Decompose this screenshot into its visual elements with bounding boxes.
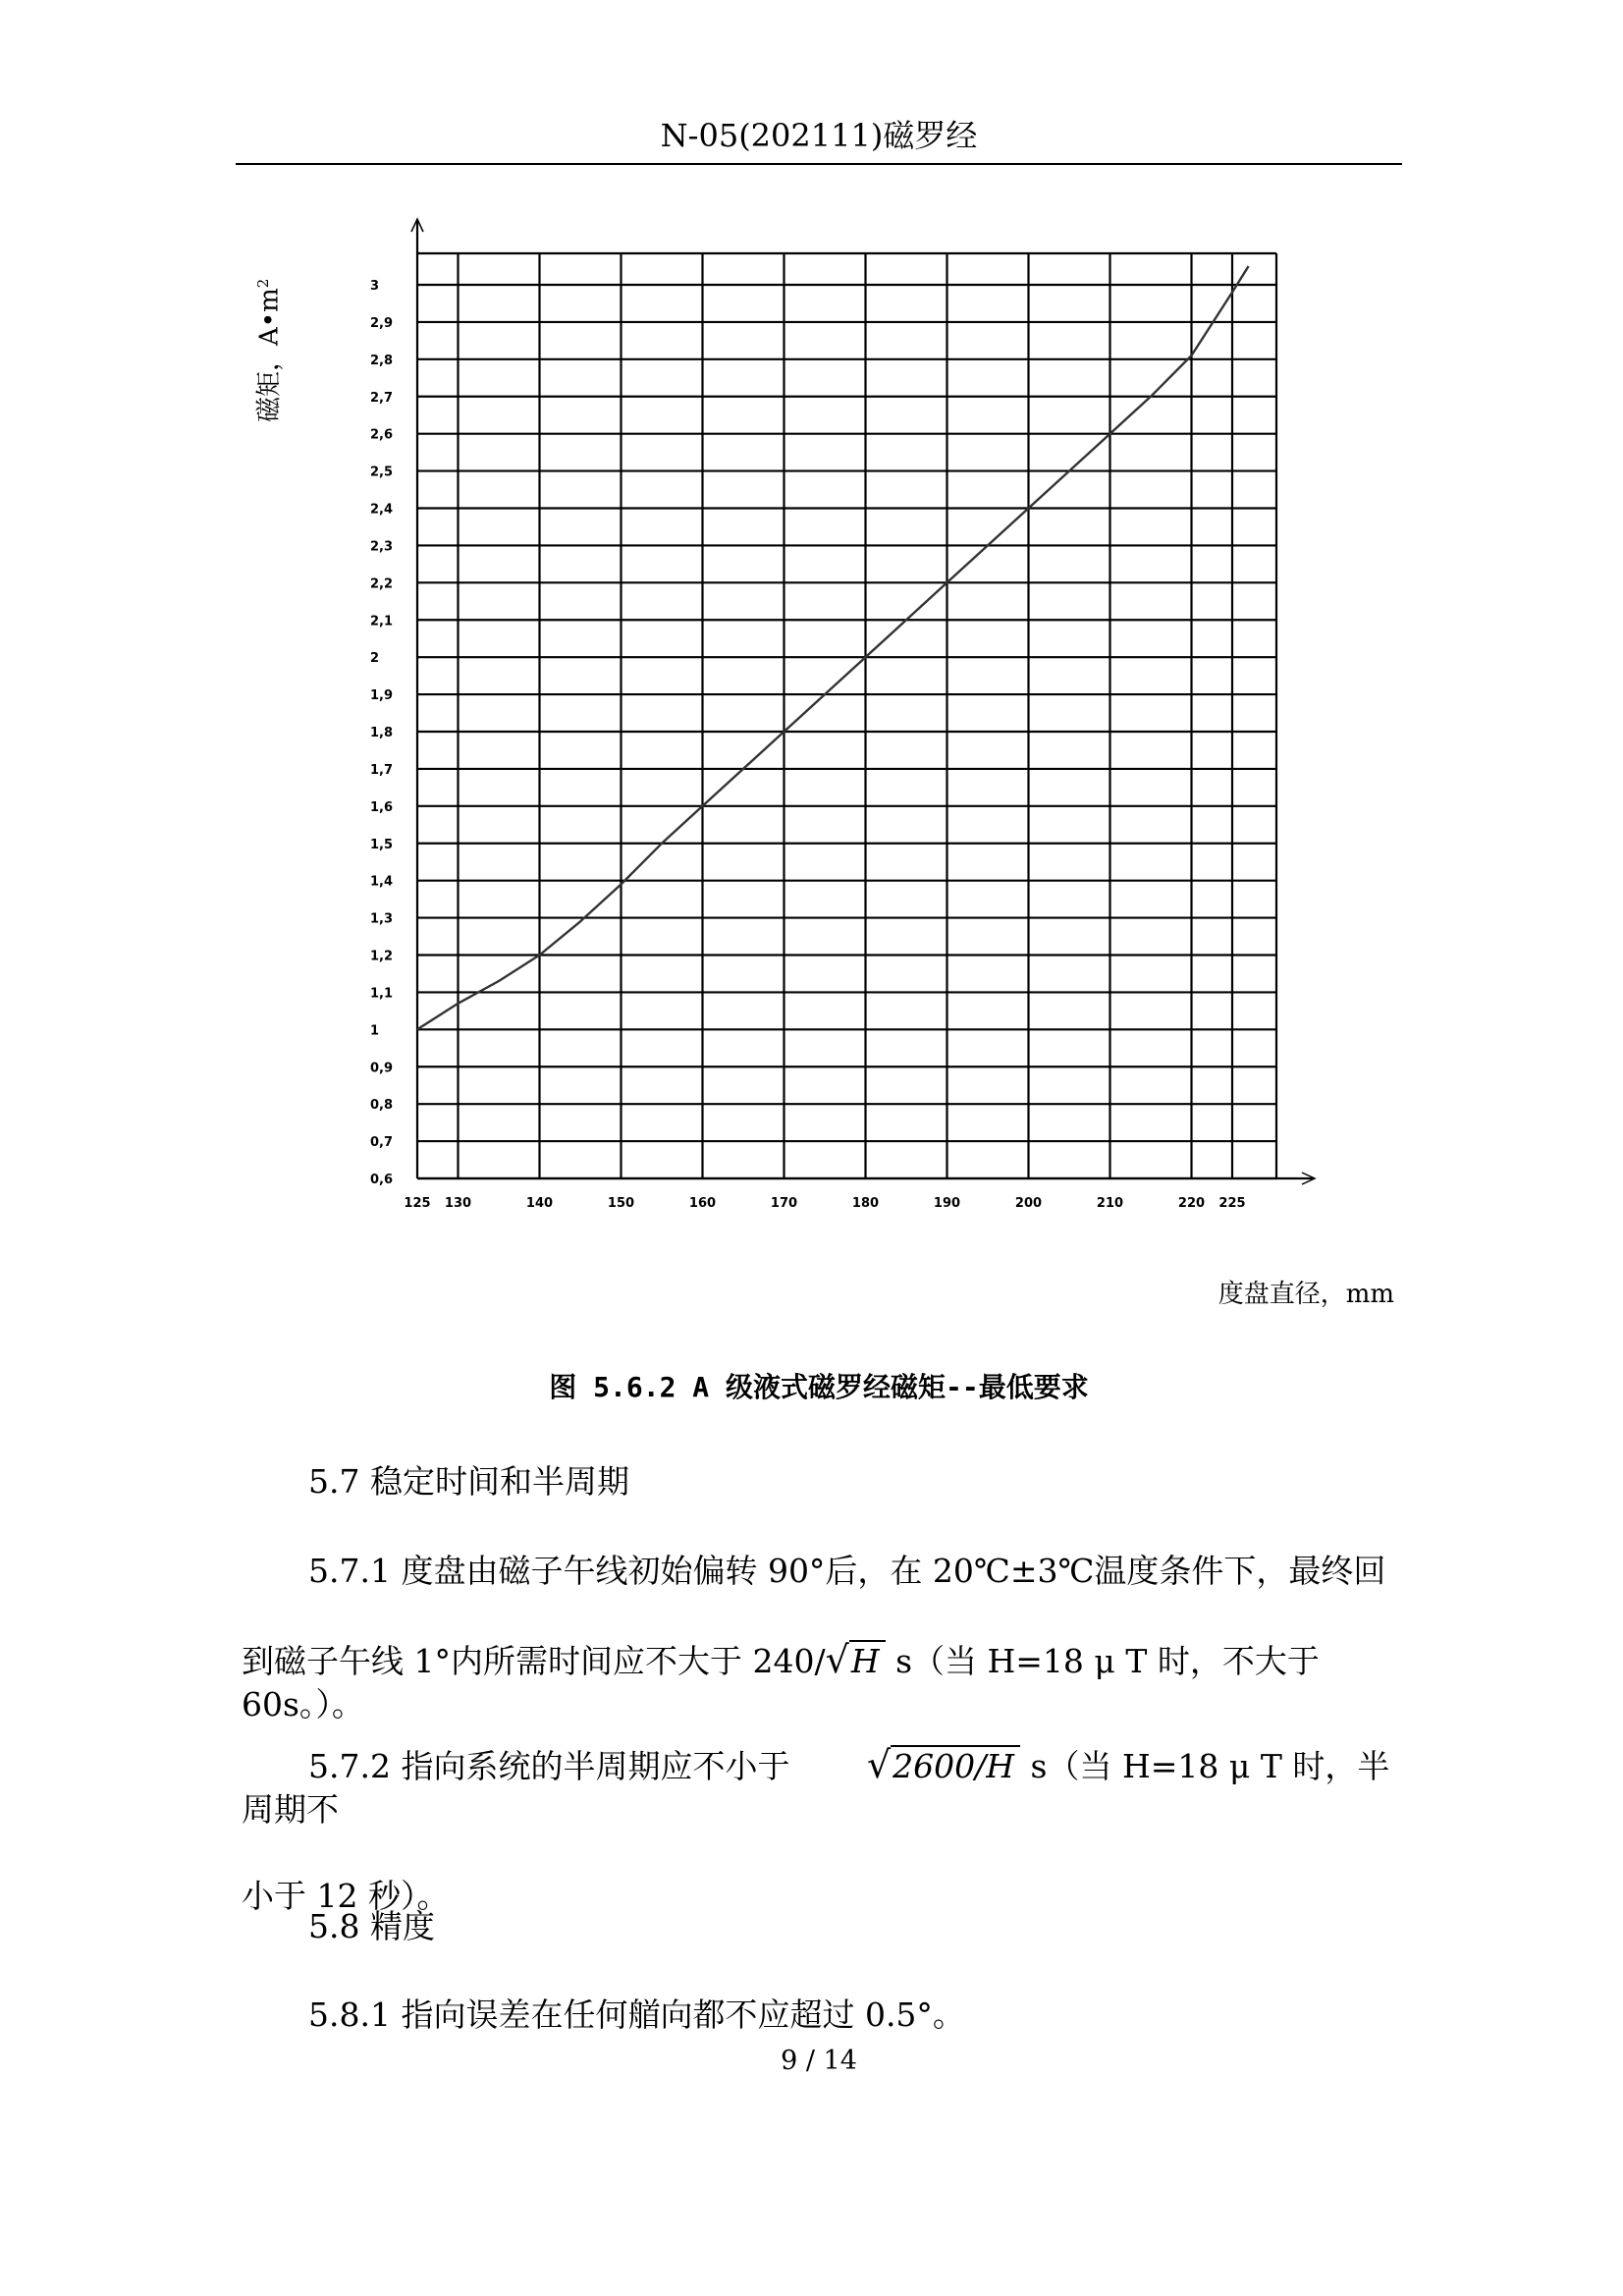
y-tick-label: 2,8 [370, 353, 394, 368]
y-tick-label: 0,6 [370, 1173, 394, 1187]
x-tick-label: 150 [607, 1196, 635, 1211]
y-tick-label: 1,8 [370, 726, 394, 740]
x-tick-label: 125 [404, 1196, 431, 1211]
section-5-7-2: 5.7.2 指向系统的半周期应不小于 √2600/H s（当 H=18 μ T 时，半周期不 小于 12 秒）。 [242, 1743, 1390, 1915]
x-tick-label: 130 [444, 1196, 472, 1211]
section-5-8-title: 5.8 精度 [308, 1907, 435, 1945]
y-tick-label: 2,3 [370, 539, 394, 555]
y-tick-label: 2,5 [370, 465, 394, 480]
y-tick-label: 2,1 [370, 614, 394, 629]
y-tick-label: 1,5 [370, 837, 394, 852]
x-tick-label: 225 [1218, 1196, 1246, 1211]
y-tick-label: 2,2 [370, 576, 394, 592]
x-tick-label: 160 [688, 1196, 717, 1211]
y-tick-label: 1,9 [370, 688, 394, 704]
sqrt-h-formula: √H [826, 1638, 886, 1683]
x-axis-label: 度盘直径，mm [1217, 1280, 1394, 1309]
y-tick-labels [370, 279, 393, 1187]
x-tick-label: 210 [1096, 1196, 1124, 1211]
y-tick-label: 2,7 [370, 390, 394, 406]
x-tick-label: 140 [525, 1196, 554, 1211]
y-tick-label: 0,9 [370, 1061, 394, 1076]
y-tick-label: 1,6 [370, 799, 394, 815]
y-tick-label: 0,8 [370, 1098, 394, 1114]
y-tick-label: 1,2 [370, 949, 394, 964]
x-tick-label: 180 [851, 1196, 880, 1211]
x-tick-label: 190 [933, 1196, 961, 1211]
series-line-0 [417, 266, 1249, 1029]
chart-series [417, 266, 1249, 1029]
section-5-8-1: 5.8.1 指向误差在任何艏向都不应超过 0.5°。 [308, 1995, 965, 2034]
y-tick-label: 2,9 [370, 315, 394, 331]
chart-grid [417, 253, 1276, 1178]
y-tick-label: 1,7 [370, 762, 394, 778]
section-5-7-title: 5.7 稳定时间和半周期 [308, 1462, 629, 1501]
figure-caption: 图 5.6.2 A 级液式磁罗经磁矩--最低要求 [549, 1371, 1089, 1403]
y-tick-label: 2,4 [370, 502, 394, 518]
y-tick-label: 2,6 [370, 427, 394, 443]
page-header: N-05(202111)磁罗经 [660, 117, 978, 154]
sqrt-2600-h-formula: √2600/H [800, 1743, 1020, 1788]
y-tick-label: 1,4 [370, 874, 394, 890]
chart-axes [411, 219, 1315, 1184]
y-tick-label: 1,1 [370, 986, 394, 1002]
x-tick-label: 220 [1177, 1196, 1206, 1211]
y-tick-label: 3 [370, 279, 380, 294]
x-tick-label: 170 [770, 1196, 798, 1211]
y-tick-label: 0,7 [370, 1135, 394, 1151]
page-number: 9 / 14 [781, 2046, 857, 2076]
y-axis-label: 磁矩，$A•m^2$ [254, 278, 285, 422]
x-tick-label: 200 [1014, 1196, 1043, 1211]
x-tick-labels [404, 1196, 1245, 1211]
y-tick-label: 1 [370, 1023, 380, 1039]
section-5-7-1: 5.7.1 度盘由磁子午线初始偏转 90°后，在 20℃±3℃温度条件下，最终回 到磁子午线 1°内所需时间应不大于 240/√H s（当 H=18 μ T 时，不大于 60s。）。 [242, 1552, 1386, 1723]
y-tick-label: 1,3 [370, 911, 394, 927]
y-tick-label: 2 [370, 651, 380, 667]
